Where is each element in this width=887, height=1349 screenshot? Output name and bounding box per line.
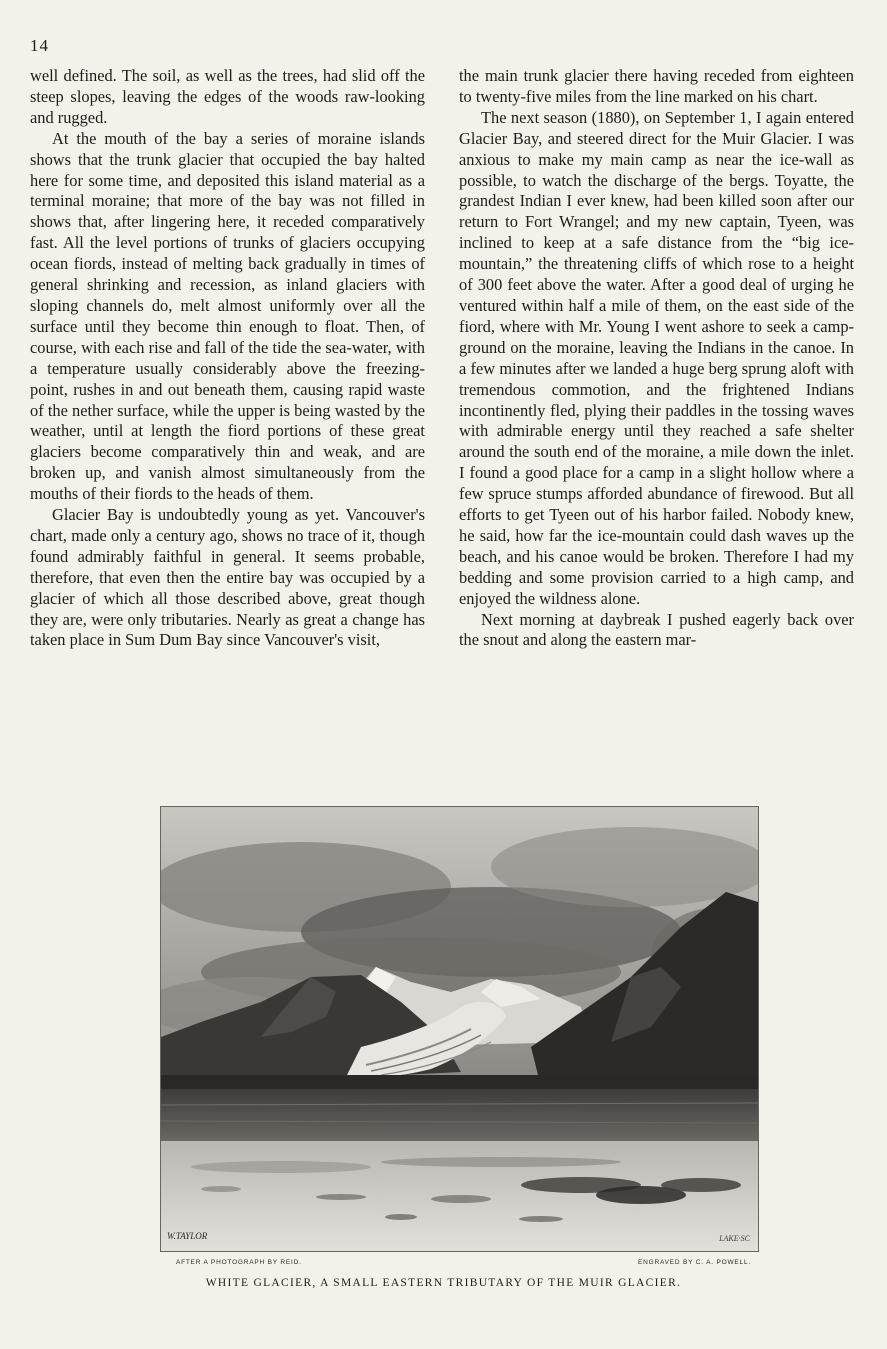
paragraph: well defined. The soil, as well as the trees, had slid off the steep slopes, leaving the edges of the woods raw-looking and rugged. (30, 66, 425, 127)
left-column (30, 66, 425, 806)
photo-credit: AFTER A PHOTOGRAPH BY REID. (176, 1259, 302, 1266)
engraver-credit: ENGRAVED BY C. A. POWELL. (638, 1259, 751, 1266)
paragraph: The next season (1880), on September 1, I again entered Glacier Bay, and steered direct for the Muir Glacier. I was anxious to make my main camp as near the ice-wall as possible, to watch the discharge of the bergs. Toyatte, the grandest Indian I ever knew, had been killed soon after our return to Fort Wrangel; and my new captain, Tyeen, was inclined to keep at a safe distance from the “big ice-mountain,” the threatening cliffs of which rose to a height of 300 feet above the water. After a good deal of urging he ventured within half a mile of them, on the east side of the fiord, where with Mr. Young I went ashore to seek a camp-ground on the moraine, leaving the Indians in the canoe. In a few minutes after we landed a huge berg sprung aloft with tremendous commotion, and the frightened Indians incontinently fled, plying their paddles in the tossing waves with admirable energy until they reached a safe shelter around the south end of the moraine, a mile down the inlet. I found a good place for a camp in a slight hollow where a few spruce stumps afforded abundance of firewood. But all efforts to get Tyeen out of his harbor failed. Nobody knew, he said, how far the ice-mountain could dash waves up the beach, and his canoe would be broken. Therefore I had my bedding and some provision carried to a high camp, and enjoyed the wildness alone. (459, 107, 854, 608)
right-column (459, 66, 854, 806)
paragraph: Glacier Bay is undoubtedly young as yet. Vancouver's chart, made only a century ago, shows no trace of it, though found admirably faithful in general. It seems probable, therefore, that even then the entire bay was occupied by a glacier of which all those described above, great though they are, were only tributaries. Nearly as great a change has taken place in Sum Dum Bay since Vancouver's visit, (30, 505, 425, 650)
glacier-landscape-image (161, 807, 758, 1251)
engraving-illustration (160, 806, 759, 1252)
text-columns (30, 66, 854, 806)
page-number: 14 (30, 36, 49, 55)
paragraph: At the mouth of the bay a series of moraine islands shows that the trunk glacier that occupied the bay halted here for some time, and deposited this island material as a terminal moraine; that more of the bay was not filled in shows that, after lingering here, it receded comparatively fast. All the level portions of trunks of glaciers occupying ocean fiords, instead of melting back gradually in times of general shrinking and recession, as inland glaciers with sloping channels do, melt almost uniformly over all the surface until they become thin enough to float. Then, of course, with each rise and fall of the tide the sea-water, with a temperature usually considerably above the freezing-point, rushes in and out beneath them, causing rapid waste of the nether surface, while the upper is being wasted by the weather, until at length the fiord portions of these great glaciers become comparatively thin and weak, and are broken up, and vanish almost simultaneously from the mouths of their fiords to the heads of them. (30, 128, 425, 504)
paragraph: the main trunk glacier there having receded from eighteen to twenty-five miles from the line marked on his chart. (459, 66, 854, 106)
figure-caption: WHITE GLACIER, A SMALL EASTERN TRIBUTARY OF THE MUIR GLACIER. (205, 1277, 682, 1289)
artist-signature: W.TAYLOR (167, 1231, 208, 1241)
engraver-signature: LAKE·SC (719, 1234, 750, 1243)
paragraph: Next morning at daybreak I pushed eagerly back over the snout and along the eastern mar- (459, 609, 854, 650)
